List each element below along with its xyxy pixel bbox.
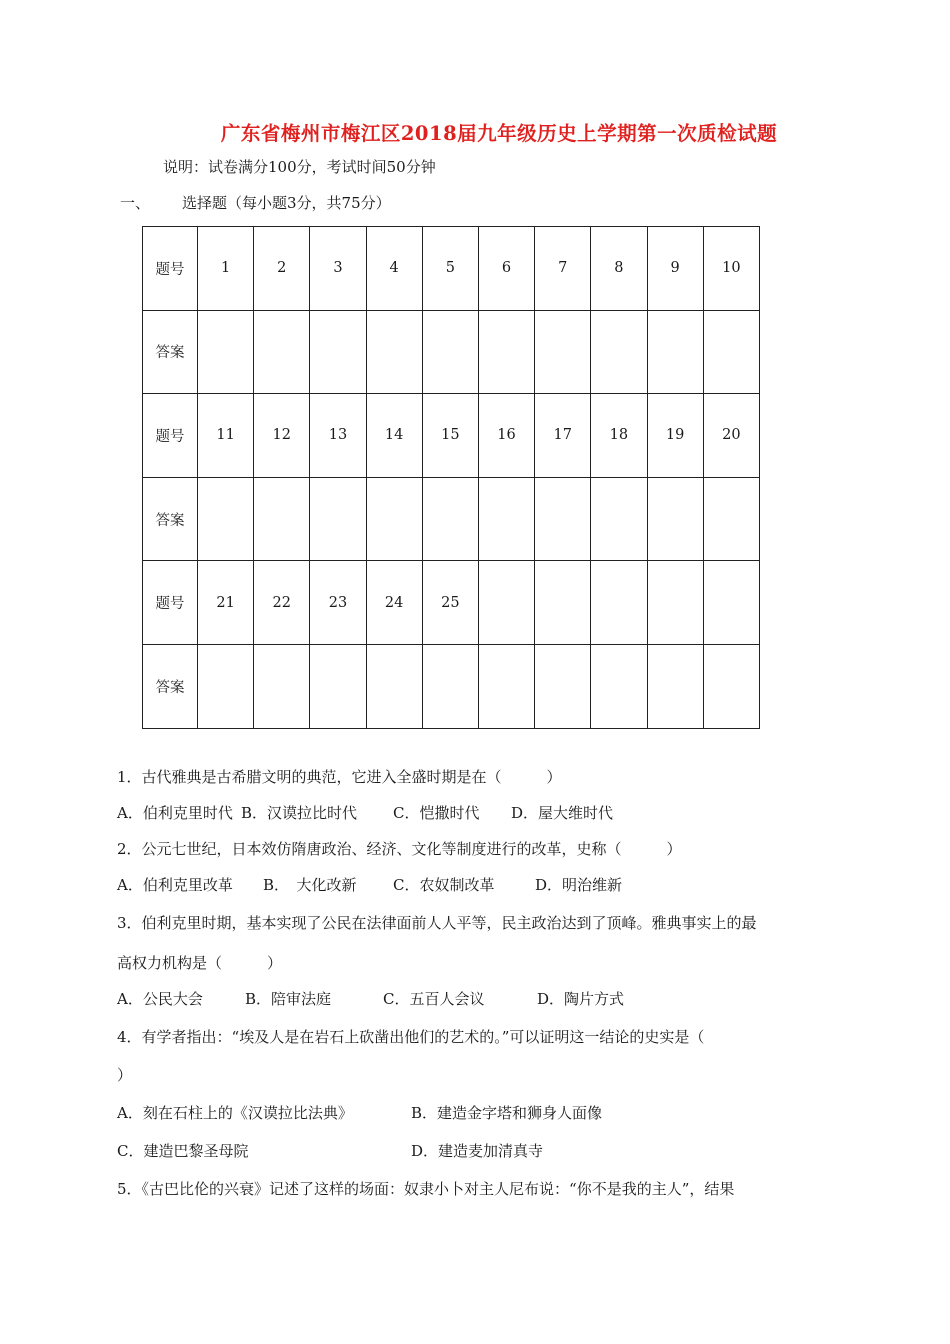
answer-label: 答案 xyxy=(143,477,198,561)
exam-title: 广东省梅州市梅江区2018届九年级历史上学期第一次质检试题 xyxy=(220,122,778,145)
question-number-cell xyxy=(703,561,759,645)
number-label: 题号 xyxy=(143,227,198,311)
question-number-cell: 13 xyxy=(310,394,366,478)
question-1-stem: 1．古代雅典是古希腊文明的典范，它进入全盛时期是在（ ） xyxy=(117,768,562,786)
answer-cell[interactable] xyxy=(535,644,591,728)
answer-cell[interactable] xyxy=(310,644,366,728)
question-number-cell: 5 xyxy=(422,227,478,311)
question-2-options xyxy=(117,874,622,895)
question-5-stem: 5．《古巴比伦的兴衰》记述了这样的场面：奴隶小卜对主人尼布说：“你不是我的主人”，结果 xyxy=(117,1180,735,1198)
answer-cell[interactable] xyxy=(422,310,478,394)
question-number-cell: 14 xyxy=(366,394,422,478)
section-heading xyxy=(120,192,391,213)
question-number-cell: 19 xyxy=(647,394,703,478)
answer-cell[interactable] xyxy=(254,644,310,728)
answer-row xyxy=(143,477,760,561)
question-1-options xyxy=(117,802,613,823)
question-4-stem-cont: ） xyxy=(117,1066,133,1084)
answer-cell[interactable] xyxy=(647,644,703,728)
q2-option-a: A．伯利克里改革 xyxy=(117,876,233,894)
question-number-cell: 4 xyxy=(366,227,422,311)
answer-cell[interactable] xyxy=(254,310,310,394)
answer-cell[interactable] xyxy=(366,644,422,728)
q3-option-d: D．陶片方式 xyxy=(537,990,625,1008)
answer-cell[interactable] xyxy=(703,477,759,561)
q4-option-a: A．刻在石柱上的《汉谟拉比法典》 xyxy=(117,1104,353,1122)
q4-option-b: B．建造金字塔和狮身人面像 xyxy=(411,1104,603,1122)
answer-cell[interactable] xyxy=(591,310,647,394)
question-4-options-row2 xyxy=(117,1140,543,1161)
answer-row xyxy=(143,310,760,394)
answer-cell[interactable] xyxy=(366,477,422,561)
question-number-cell: 11 xyxy=(198,394,254,478)
answer-cell[interactable] xyxy=(478,477,534,561)
q3-option-b: B．陪审法庭 xyxy=(245,990,332,1008)
question-number-cell: 17 xyxy=(535,394,591,478)
answer-cell[interactable] xyxy=(310,477,366,561)
answer-cell[interactable] xyxy=(647,477,703,561)
answer-cell[interactable] xyxy=(591,644,647,728)
q1-option-c: C．恺撒时代 xyxy=(393,804,480,822)
question-3-stem-cont: 高权力机构是（ ） xyxy=(117,954,283,972)
question-4-stem: 4．有学者指出：“埃及人是在岩石上砍凿出他们的艺术的。”可以证明这一结论的史实是（ xyxy=(117,1028,705,1046)
number-row xyxy=(143,561,760,645)
question-number-cell: 8 xyxy=(591,227,647,311)
answer-cell[interactable] xyxy=(703,310,759,394)
question-number-cell xyxy=(647,561,703,645)
question-number-cell: 21 xyxy=(198,561,254,645)
question-number-cell: 9 xyxy=(647,227,703,311)
question-number-cell: 15 xyxy=(422,394,478,478)
question-3-stem: 3．伯利克里时期，基本实现了公民在法律面前人人平等，民主政治达到了顶峰。雅典事实上的最 xyxy=(117,914,757,932)
number-label: 题号 xyxy=(143,394,198,478)
q1-option-d: D．屋大维时代 xyxy=(511,804,614,822)
question-number-cell xyxy=(478,561,534,645)
question-number-cell: 7 xyxy=(535,227,591,311)
question-number-cell xyxy=(535,561,591,645)
q3-option-c: C．五百人会议 xyxy=(383,990,485,1008)
answer-cell[interactable] xyxy=(198,310,254,394)
answer-label: 答案 xyxy=(143,644,198,728)
answer-row xyxy=(143,644,760,728)
q4-option-c: C．建造巴黎圣母院 xyxy=(117,1142,249,1160)
question-number-cell: 2 xyxy=(254,227,310,311)
q2-option-d: D．明治维新 xyxy=(535,876,623,894)
question-number-cell xyxy=(591,561,647,645)
question-number-cell: 6 xyxy=(478,227,534,311)
q3-option-a: A．公民大会 xyxy=(117,990,203,1008)
q4-option-d: D．建造麦加清真寺 xyxy=(411,1142,544,1160)
q2-option-c: C．农奴制改革 xyxy=(393,876,495,894)
answer-label: 答案 xyxy=(143,310,198,394)
question-number-cell: 20 xyxy=(703,394,759,478)
answer-cell[interactable] xyxy=(422,644,478,728)
question-2-stem: 2．公元七世纪，日本效仿隋唐政治、经济、文化等制度进行的改革，史称（ ） xyxy=(117,840,682,858)
section-label: 选择题（每小题3分，共75分） xyxy=(182,194,391,212)
answer-cell[interactable] xyxy=(422,477,478,561)
section-number: 一、 xyxy=(120,194,151,212)
answer-cell[interactable] xyxy=(535,477,591,561)
answer-cell[interactable] xyxy=(478,310,534,394)
answer-cell[interactable] xyxy=(198,644,254,728)
question-number-cell: 23 xyxy=(310,561,366,645)
answer-cell[interactable] xyxy=(591,477,647,561)
question-number-cell: 25 xyxy=(422,561,478,645)
question-number-cell: 18 xyxy=(591,394,647,478)
answer-cell[interactable] xyxy=(647,310,703,394)
question-number-cell: 24 xyxy=(366,561,422,645)
question-4-options-row1 xyxy=(117,1102,602,1123)
question-number-cell: 12 xyxy=(254,394,310,478)
answer-cell[interactable] xyxy=(254,477,310,561)
exam-note: 说明：试卷满分100分，考试时间50分钟 xyxy=(163,158,436,176)
question-number-cell: 3 xyxy=(310,227,366,311)
answer-cell[interactable] xyxy=(366,310,422,394)
question-number-cell: 1 xyxy=(198,227,254,311)
question-3-options xyxy=(117,988,624,1009)
answer-cell[interactable] xyxy=(310,310,366,394)
number-row xyxy=(143,227,760,311)
question-number-cell: 22 xyxy=(254,561,310,645)
answer-cell[interactable] xyxy=(478,644,534,728)
q1-option-b: B．汉谟拉比时代 xyxy=(241,804,358,822)
number-row xyxy=(143,394,760,478)
answer-cell[interactable] xyxy=(198,477,254,561)
number-label: 题号 xyxy=(143,561,198,645)
question-number-cell: 16 xyxy=(478,394,534,478)
answer-table xyxy=(142,226,760,729)
q1-option-a: A．伯利克里时代 xyxy=(117,804,233,822)
question-number-cell: 10 xyxy=(703,227,759,311)
answer-cell[interactable] xyxy=(703,644,759,728)
answer-cell[interactable] xyxy=(535,310,591,394)
q2-option-b: B． 大化改新 xyxy=(263,876,357,894)
